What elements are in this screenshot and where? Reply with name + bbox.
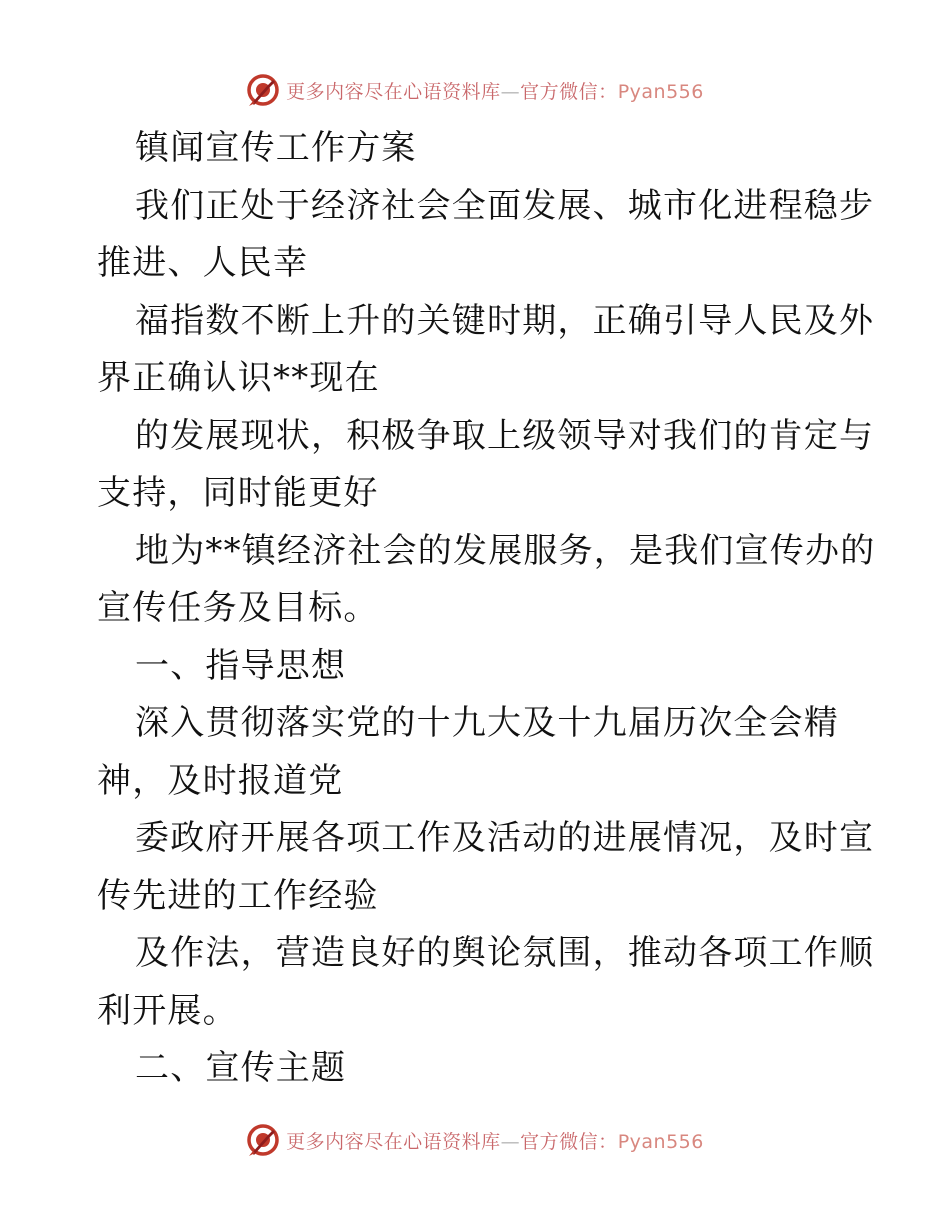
- section-heading: 二、宣传主题: [135, 1048, 347, 1088]
- paragraph-line: 利开展。: [97, 990, 238, 1031]
- paragraph-line: 的发展现状，积极争取上级领导对我们的肯定与: [135, 415, 875, 456]
- footer-banner-separator: —: [500, 1130, 521, 1153]
- header-banner-text: [286, 77, 704, 104]
- header-banner: [0, 70, 950, 110]
- header-banner-title: 更多内容尽在心语资料库: [286, 80, 501, 103]
- footer-banner-text: [286, 1127, 704, 1154]
- paragraph-line: 宣传任务及目标。: [97, 588, 379, 628]
- paragraph-line: 支持，同时能更好: [97, 473, 379, 513]
- document-title: 镇闻宣传工作方案: [135, 128, 417, 168]
- footer-banner: [0, 1120, 950, 1160]
- section-heading: 一、指导思想: [135, 645, 347, 686]
- paragraph-line: 传先进的工作经验: [97, 875, 379, 916]
- paragraph-line: 福指数不断上升的关键时期，正确引导人民及外: [135, 300, 875, 341]
- footer-banner-inner: [246, 1123, 704, 1157]
- pen-logo-icon: [246, 1123, 280, 1157]
- paragraph-line: 委政府开展各项工作及活动的进展情况，及时宣: [135, 818, 875, 858]
- header-banner-wechat-id: Pyan556: [617, 80, 704, 103]
- paragraph-line: 地为**镇经济社会的发展服务，是我们宣传办的: [135, 530, 876, 571]
- paragraph-line: 界正确认识**现在: [97, 358, 380, 398]
- document-body: [97, 120, 876, 1098]
- pen-logo-icon: [246, 73, 280, 107]
- header-banner-separator: —: [500, 80, 521, 103]
- paragraph-line: 深入贯彻落实党的十九大及十九届历次全会精: [135, 703, 839, 743]
- paragraph-line: 神，及时报道党: [97, 760, 344, 801]
- paragraph-line: 及作法，营造良好的舆论氛围，推动各项工作顺: [135, 933, 875, 973]
- paragraph-line: 我们正处于经济社会全面发展、城市化进程稳步: [135, 185, 875, 226]
- header-banner-wechat-label: 官方微信：: [520, 80, 618, 103]
- footer-banner-wechat-label: 官方微信：: [520, 1130, 618, 1153]
- footer-banner-wechat-id: Pyan556: [617, 1130, 704, 1153]
- footer-banner-title: 更多内容尽在心语资料库: [286, 1130, 501, 1153]
- paragraph-line: 推进、人民幸: [97, 243, 309, 283]
- header-banner-inner: [246, 73, 704, 107]
